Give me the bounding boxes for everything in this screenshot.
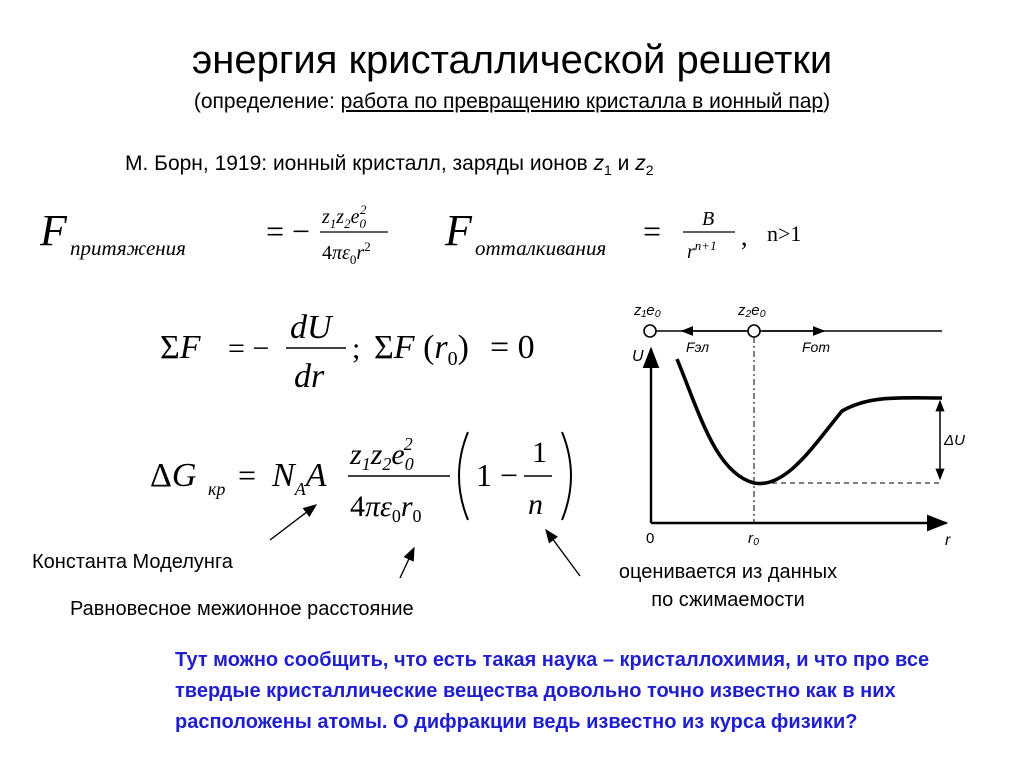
attraction-symbol: F [40, 206, 67, 255]
born-text: М. Борн, 1919: ионный кристалл, заряды ионов [125, 152, 594, 175]
born-z1: z [593, 152, 605, 175]
label-compressibility-2: по сжимаемости [651, 589, 805, 611]
label-compressibility [588, 558, 868, 614]
ion1-marker [644, 325, 656, 337]
label-equilibrium: Равновесное межионное расстояние [70, 598, 414, 620]
arrow-madelung [270, 505, 316, 540]
repulsion-symbol: F [445, 206, 472, 255]
bracket-denominator: n [528, 488, 543, 521]
delta-g-symbol: ΔG [150, 457, 197, 494]
subtitle-prefix: (определение: [193, 90, 341, 113]
origin-label: 0 [646, 530, 655, 547]
sum-separator: ; [352, 332, 361, 365]
avogadro-symbol: $N_AA$ [272, 457, 327, 499]
sum-numerator: dU [290, 309, 332, 346]
r-axis-label: r [945, 532, 951, 549]
born-sub2: 2 [645, 162, 654, 179]
repulsion-condition: n>1 [767, 221, 802, 246]
sum-equals-1: = − [228, 332, 270, 365]
u-axis-label: U [632, 348, 644, 365]
lattice-numerator: $z_1z_2e_02$ [350, 434, 414, 474]
ion2-marker [748, 325, 760, 337]
attraction-numerator: $z_1z_2e_02$ [322, 202, 367, 231]
delta-g-subscript: кр [208, 479, 226, 499]
bracket-one-minus: 1 − [476, 457, 519, 493]
attraction-denominator: $4\pi\varepsilon_0r^2$ [322, 239, 371, 267]
potential-curve [677, 359, 942, 484]
subtitle-definition: работа по превращению кристалла в ионный пар [340, 90, 824, 113]
force-ot-label: Fот [802, 339, 830, 355]
label-compressibility-1: оценивается из данных [618, 561, 838, 583]
repulsion-comma: , [741, 222, 748, 251]
teaching-note: Тут можно сообщить, что есть такая наука – кристаллохимия, и что про все твердые кристаллические вещества довольно точно известно как в них расположены атомы. О дифракции ведь известно из курса физики? [175, 649, 930, 733]
attraction-subscript: притяжения [70, 236, 186, 260]
arrow-equilibrium [400, 548, 414, 578]
repulsion-equals: = [643, 213, 662, 249]
born-and: и [611, 152, 636, 175]
label-madelung: Константа Моделунга [32, 551, 233, 573]
potential-energy-graph [620, 295, 965, 550]
ion2-label: z₂e₀ [738, 302, 766, 319]
sum-zero: = 0 [490, 329, 535, 366]
repulsion-denominator: $r^{n+1}$ [687, 238, 717, 263]
r0-label: r₀ [748, 530, 760, 547]
ion1-label: z₁e₀ [634, 302, 661, 319]
delta-u-label: ΔU [944, 432, 965, 449]
sum-lhs-2: ΣF $(r_0)$ [374, 329, 469, 370]
born-z2: z [635, 152, 646, 175]
repulsion-subscript: отталкивания [475, 236, 607, 260]
sum-denominator: dr [294, 358, 325, 395]
repulsion-numerator: B [702, 208, 715, 230]
lattice-denominator: $4\pi\varepsilon_0r_0$ [350, 490, 422, 526]
born-sub1: 1 [604, 162, 612, 179]
attraction-equals: = − [266, 213, 311, 249]
force-el-label: Fэл [686, 339, 710, 355]
delta-g-equals: = [238, 457, 257, 493]
sum-lhs-1: ΣF [160, 329, 201, 366]
slide-title: энергия кристаллической решетки [191, 38, 833, 82]
arrow-compressibility [546, 530, 580, 576]
bracket-numerator: 1 [532, 436, 547, 469]
subtitle-suffix: ) [823, 90, 831, 113]
